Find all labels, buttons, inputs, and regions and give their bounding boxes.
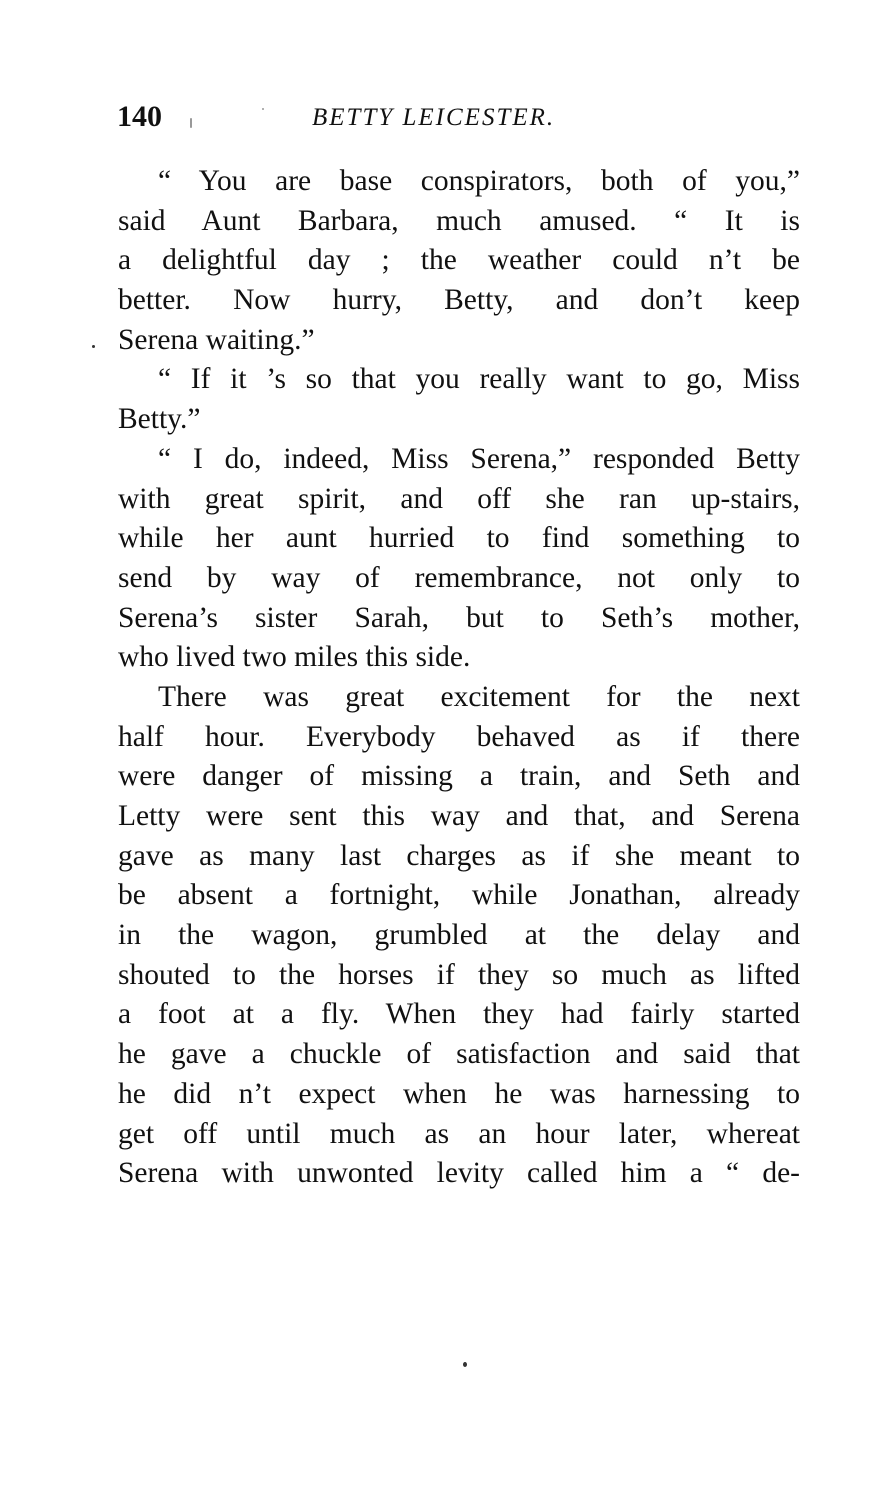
text-line: he did n’t expect when he was harnessing to bbox=[118, 1077, 800, 1110]
text-line: better. Now hurry, Betty, and don’t keep bbox=[118, 284, 800, 317]
text-line: half hour. Everybody behaved as if there bbox=[118, 720, 800, 753]
text-line: who lived two miles this side. bbox=[118, 641, 471, 674]
text-line: gave as many last charges as if she meant to bbox=[118, 839, 800, 872]
paragraph bbox=[118, 678, 800, 1194]
paragraph bbox=[118, 360, 800, 439]
text-line: shouted to the horses if they so much as lifted bbox=[118, 958, 800, 991]
body-text bbox=[118, 162, 800, 1194]
text-line: in the wagon, grumbled at the delay and bbox=[118, 919, 800, 952]
text-line: Letty were sent this way and that, and Serena bbox=[118, 800, 800, 832]
scan-speck bbox=[92, 345, 95, 348]
text-line: Serena’s sister Sarah, but to Seth’s mother, bbox=[118, 601, 800, 634]
text-line: with great spirit, and off she ran up-stairs, bbox=[118, 482, 800, 515]
text-line: a delightful day ; the weather could n’t be bbox=[118, 244, 800, 277]
text-line: he gave a chuckle of satisfaction and said that bbox=[118, 1038, 800, 1071]
paragraph bbox=[118, 440, 800, 678]
page-header bbox=[117, 100, 802, 140]
scan-speck bbox=[463, 1362, 467, 1367]
text-line: said Aunt Barbara, much amused. “ It is bbox=[118, 204, 800, 237]
text-line: There was great excitement for the next bbox=[158, 680, 800, 713]
scan-speck bbox=[262, 108, 264, 110]
running-title: BETTY LEICESTER. bbox=[312, 104, 556, 131]
text-line: were danger of missing a train, and Seth and bbox=[118, 760, 800, 793]
page-number: 140 bbox=[117, 100, 162, 133]
text-line: Serena with unwonted levity called him a “ de- bbox=[118, 1157, 800, 1190]
text-line: Betty.” bbox=[118, 403, 201, 436]
text-line: “ If it ’s so that you really want to go, Miss bbox=[158, 363, 800, 396]
text-line: Serena waiting.” bbox=[118, 323, 315, 356]
text-line: while her aunt hurried to find something to bbox=[118, 522, 800, 555]
text-line: a foot at a fly. When they had fairly started bbox=[118, 998, 800, 1031]
text-line: “ I do, indeed, Miss Serena,” responded Betty bbox=[158, 442, 800, 475]
text-line: “ You are base conspirators, both of you,” bbox=[158, 165, 800, 197]
text-line: send by way of remembrance, not only to bbox=[118, 561, 800, 594]
paragraph bbox=[118, 162, 800, 360]
scan-speck bbox=[190, 118, 192, 128]
text-line: get off until much as an hour later, whereat bbox=[118, 1117, 800, 1150]
text-line: be absent a fortnight, while Jonathan, already bbox=[118, 879, 800, 912]
